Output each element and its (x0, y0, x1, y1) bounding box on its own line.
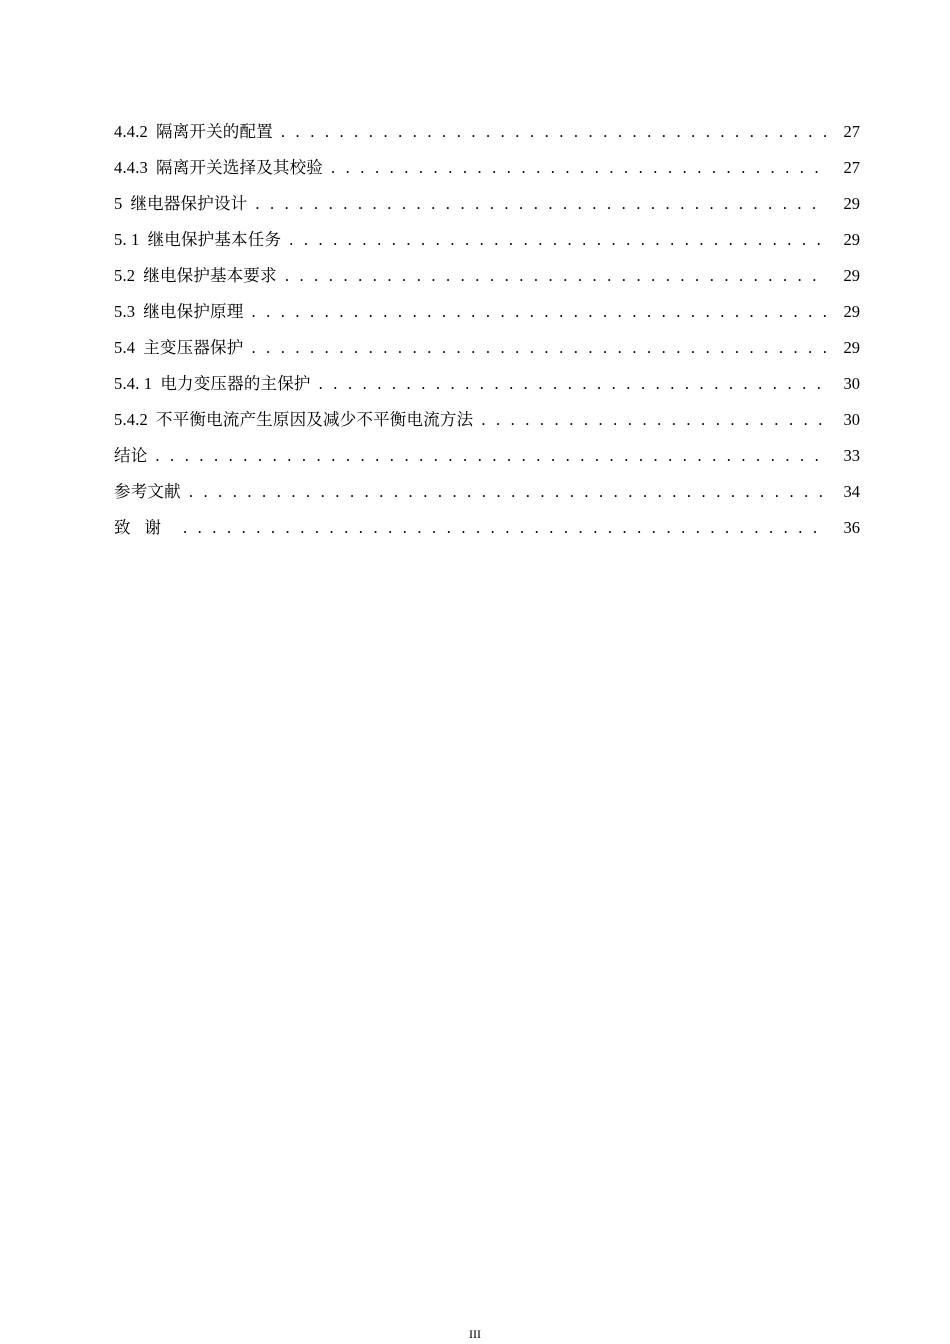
toc-entry[interactable] (114, 474, 860, 510)
toc-dot-leader (285, 258, 826, 294)
toc-dot-leader (251, 294, 826, 330)
toc-entry-text (114, 114, 281, 150)
toc-dot-leader (481, 402, 826, 438)
toc-entry[interactable] (114, 366, 860, 402)
toc-entry[interactable] (114, 222, 860, 258)
toc-section-number: 5.4. 1 (114, 374, 153, 393)
toc-entry[interactable] (114, 114, 860, 150)
toc-section-number: 4.4.3 (114, 158, 148, 177)
toc-page-number: 29 (843, 338, 860, 357)
toc-entry[interactable] (114, 438, 860, 474)
toc-entry[interactable] (114, 294, 860, 330)
toc-page-number: 29 (843, 230, 860, 249)
toc-entry-text (114, 222, 289, 258)
toc-page-number: 30 (843, 410, 860, 429)
toc-entry-text (114, 258, 285, 294)
toc-dot-leader (251, 330, 826, 366)
toc-dot-leader (281, 114, 826, 150)
toc-page-number: 29 (843, 302, 860, 321)
toc-entry-text (114, 330, 251, 366)
toc-entry-text (114, 510, 183, 546)
toc-dot-leader (319, 366, 826, 402)
toc-entry-text (114, 438, 155, 474)
toc-page-number: 27 (843, 158, 860, 177)
toc-dot-leader (331, 150, 826, 186)
toc-section-title: 隔离开关的配置 (156, 122, 273, 141)
toc-section-title: 隔离开关选择及其校验 (156, 158, 323, 177)
toc-section-number: 5. 1 (114, 230, 140, 249)
toc-entry[interactable] (114, 510, 860, 546)
toc-page-number: 36 (843, 518, 860, 537)
toc-section-title: 结论 (114, 446, 148, 465)
toc-section-number: 4.4.2 (114, 122, 148, 141)
toc-section-number: 5.4 (114, 338, 136, 357)
toc-section-title: 继电保护原理 (143, 302, 244, 321)
toc-page-number: 34 (843, 482, 860, 501)
toc-section-title: 继电保护基本要求 (143, 266, 277, 285)
toc-entry[interactable] (114, 186, 860, 222)
toc-entry[interactable] (114, 150, 860, 186)
page-number-footer: III (469, 1327, 481, 1341)
toc-entry-text (114, 474, 189, 510)
toc-section-number: 5.4.2 (114, 410, 148, 429)
toc-section-title: 继电保护基本任务 (147, 230, 282, 249)
toc-entry-text (114, 294, 251, 330)
toc-page-number: 27 (843, 122, 860, 141)
toc-entry[interactable] (114, 258, 860, 294)
toc-entry[interactable] (114, 330, 860, 366)
toc-section-title: 致谢 (114, 518, 175, 537)
toc-entry-text (114, 150, 331, 186)
toc-entry-text (114, 366, 319, 402)
table-of-contents (114, 114, 860, 546)
toc-section-title: 主变压器保护 (143, 338, 244, 357)
toc-page-number: 30 (843, 374, 860, 393)
toc-dot-leader (289, 222, 826, 258)
toc-page-number: 29 (843, 266, 860, 285)
toc-entry-text (114, 402, 481, 438)
toc-entry[interactable] (114, 402, 860, 438)
toc-section-title: 参考文献 (114, 482, 181, 501)
toc-section-number: 5.2 (114, 266, 136, 285)
toc-section-number: 5 (114, 194, 123, 213)
toc-dot-leader (155, 438, 826, 474)
toc-section-title: 继电器保护设计 (130, 194, 248, 213)
toc-page-number: 33 (843, 446, 860, 465)
toc-page-number: 29 (843, 194, 860, 213)
toc-entry-text (114, 186, 255, 222)
toc-section-number: 5.3 (114, 302, 136, 321)
toc-dot-leader (255, 186, 826, 222)
toc-dot-leader (189, 474, 826, 510)
toc-section-title: 不平衡电流产生原因及减少不平衡电流方法 (156, 410, 474, 429)
toc-section-title: 电力变压器的主保护 (160, 374, 311, 393)
toc-dot-leader (183, 510, 826, 546)
